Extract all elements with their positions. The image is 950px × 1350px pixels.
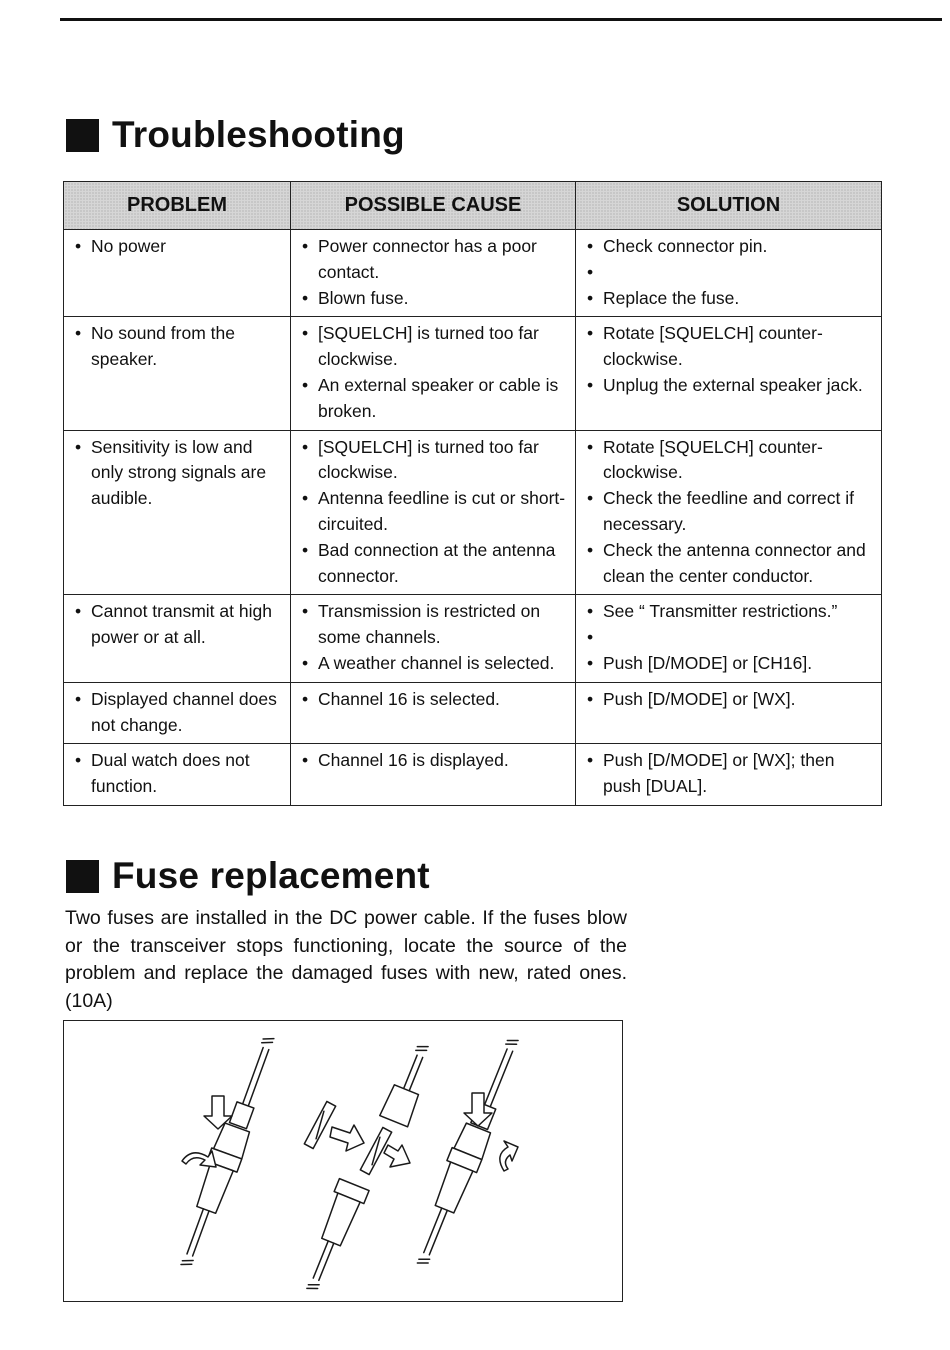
troubleshooting-table <box>63 181 882 806</box>
list-item: • Push [D/MODE] or [WX]; then push [DUAL]. <box>586 748 873 800</box>
cause-cell <box>291 430 576 595</box>
table-row <box>64 682 882 744</box>
list-item: • Power connector has a poor contact. <box>301 234 567 286</box>
table-header-row <box>64 182 882 230</box>
list-item: • Unplug the external speaker jack. <box>586 373 873 399</box>
cause-cell <box>291 595 576 682</box>
list-item: • Displayed channel does not change. <box>74 687 282 739</box>
problem-cell <box>64 595 291 682</box>
fuse-holder-illustration <box>64 1021 622 1301</box>
list-item: • Replace the fuse. <box>586 286 873 312</box>
list-item: • A weather channel is selected. <box>301 651 567 677</box>
twist-arrow-icon <box>182 1151 216 1167</box>
left-fuse-holder <box>171 1031 285 1271</box>
solution-cell <box>576 230 882 317</box>
cause-cell <box>291 682 576 744</box>
list-item: • Transmission is restricted on some channels. <box>301 599 567 651</box>
twist-arrow-icon <box>500 1141 518 1171</box>
list-item: • [SQUELCH] is turned too far clockwise. <box>301 321 567 373</box>
list-item: • No power <box>74 234 282 260</box>
list-item: • Sensitivity is low and only strong signals are audible. <box>74 435 282 512</box>
list-item: • Antenna feedline is cut or short-circuited. <box>301 486 567 538</box>
header-possible-cause: POSSIBLE CAUSE <box>291 182 576 230</box>
fuse-replacement-heading <box>66 855 430 897</box>
table-row <box>64 430 882 595</box>
header-solution: SOLUTION <box>576 182 882 230</box>
list-item: • An external speaker or cable is broken. <box>301 373 567 425</box>
list-item: • Check the antenna connector and clean the center conductor. <box>586 538 873 590</box>
list-item: • Push [D/MODE] or [WX]. <box>586 687 873 713</box>
fuse-figure <box>63 1020 623 1302</box>
list-item: • Channel 16 is displayed. <box>301 748 567 774</box>
problem-cell <box>64 430 291 595</box>
solution-cell <box>576 430 882 595</box>
solution-cell <box>576 744 882 806</box>
solution-cell <box>576 595 882 682</box>
troubleshooting-heading <box>66 114 405 156</box>
list-item: • Check connector pin. <box>586 234 873 260</box>
fuse-icon <box>304 1101 335 1148</box>
troubleshooting-title: Troubleshooting <box>112 114 405 155</box>
table-row <box>64 595 882 682</box>
cause-cell <box>291 317 576 430</box>
fuse-replacement-title: Fuse replacement <box>112 855 430 896</box>
list-item: • Bad connection at the antenna connector. <box>301 538 567 590</box>
cause-cell <box>291 230 576 317</box>
list-item: • Dual watch does not function. <box>74 748 282 800</box>
spacer <box>586 625 873 651</box>
table-row <box>64 744 882 806</box>
cause-cell <box>291 744 576 806</box>
list-item: • [SQUELCH] is turned too far clockwise. <box>301 435 567 487</box>
heading-square-icon <box>66 860 99 893</box>
solution-cell <box>576 317 882 430</box>
spacer <box>586 260 873 286</box>
list-item: • Cannot transmit at high power or at all. <box>74 599 282 651</box>
list-item: • No sound from the speaker. <box>74 321 282 373</box>
arrow-right-icon <box>330 1125 364 1151</box>
list-item: • Check the feedline and correct if necessary. <box>586 486 873 538</box>
list-item: • See “ Transmitter restrictions.” <box>586 599 873 625</box>
list-item: • Rotate [SQUELCH] counter-clockwise. <box>586 321 873 373</box>
list-item: • Rotate [SQUELCH] counter-clockwise. <box>586 435 873 487</box>
table-row <box>64 230 882 317</box>
problem-cell <box>64 682 291 744</box>
table-row <box>64 317 882 430</box>
list-item: • Push [D/MODE] or [CH16]. <box>586 651 873 677</box>
middle-fuse-holder-bottom <box>297 1179 369 1297</box>
problem-cell <box>64 317 291 430</box>
header-problem: PROBLEM <box>64 182 291 230</box>
list-item: • Channel 16 is selected. <box>301 687 567 713</box>
arrow-right-icon <box>384 1145 410 1167</box>
list-item: • Blown fuse. <box>301 286 567 312</box>
fuse-replacement-text: Two fuses are installed in the DC power cable. If the fuses blow or the transceiver stops functioning, locate the source of the problem and replace the damaged fuses with new, rated ones. (10A) <box>65 907 627 1012</box>
problem-cell <box>64 744 291 806</box>
problem-cell <box>64 230 291 317</box>
top-rule <box>60 18 942 21</box>
solution-cell <box>576 682 882 744</box>
middle-fuse-holder-top <box>380 1040 439 1127</box>
heading-square-icon <box>66 119 99 152</box>
